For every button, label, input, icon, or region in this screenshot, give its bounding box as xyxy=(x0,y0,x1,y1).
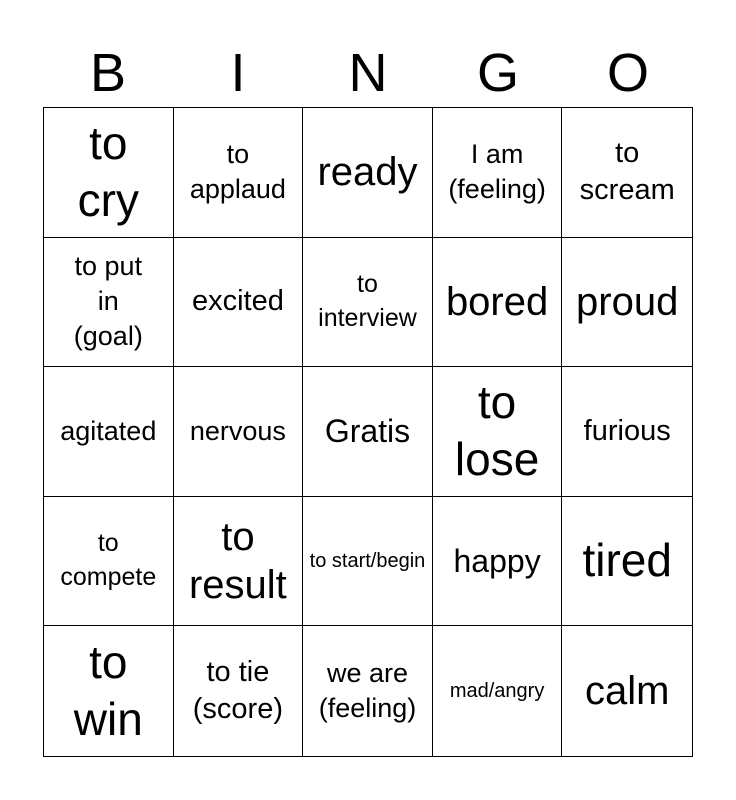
bingo-cell[interactable] xyxy=(433,367,563,497)
cell-text: happy xyxy=(453,542,541,579)
bingo-cell[interactable] xyxy=(44,497,174,627)
cell-text: to applaud xyxy=(189,139,286,205)
bingo-cell[interactable] xyxy=(44,238,174,368)
cell-text: to cry xyxy=(77,116,139,227)
header-letter-b: B xyxy=(89,43,127,103)
bingo-cell[interactable] xyxy=(562,367,692,497)
bingo-cell[interactable] xyxy=(562,626,692,756)
cell-text: furious xyxy=(583,414,671,447)
bingo-board xyxy=(43,107,693,757)
cell-text: to lose xyxy=(454,375,540,486)
cell-text: to scream xyxy=(579,136,675,207)
bingo-cell[interactable] xyxy=(174,108,304,238)
bingo-cell[interactable] xyxy=(303,367,433,497)
header-letter-o: O xyxy=(606,43,649,103)
bingo-cell[interactable] xyxy=(562,238,692,368)
header-letter-g: G xyxy=(476,43,519,103)
cell-text: we are (feeling) xyxy=(318,658,417,724)
cell-text: to tie (score) xyxy=(192,655,283,726)
bingo-cell[interactable] xyxy=(433,238,563,368)
header-letter-i: I xyxy=(230,43,246,103)
cell-text: I am (feeling) xyxy=(448,139,546,205)
cell-text: tired xyxy=(582,534,672,587)
cell-text: ready xyxy=(317,150,418,195)
cell-text: to interview xyxy=(318,270,417,332)
cell-text: excited xyxy=(191,285,284,318)
bingo-cell[interactable] xyxy=(433,108,563,238)
bingo-cell[interactable] xyxy=(562,497,692,627)
bingo-cell[interactable] xyxy=(303,626,433,756)
cell-text: agitated xyxy=(60,415,157,446)
cell-text: mad/angry xyxy=(449,680,545,703)
header-letter-n: N xyxy=(348,43,388,103)
bingo-cell[interactable] xyxy=(44,626,174,756)
cell-text: Gratis xyxy=(324,413,411,450)
cell-text: to put in (goal) xyxy=(73,251,143,352)
cell-text: to compete xyxy=(60,529,157,592)
bingo-cell[interactable] xyxy=(303,238,433,368)
cell-text: to start/begin xyxy=(309,550,426,573)
cell-text: calm xyxy=(584,669,670,714)
cell-text: bored xyxy=(445,279,549,324)
bingo-cell[interactable] xyxy=(174,367,304,497)
cell-text: proud xyxy=(576,279,679,324)
bingo-cell[interactable] xyxy=(174,497,304,627)
bingo-cell[interactable] xyxy=(174,626,304,756)
bingo-cell[interactable] xyxy=(174,238,304,368)
bingo-cell[interactable] xyxy=(44,367,174,497)
cell-text: to result xyxy=(188,515,287,608)
bingo-cell[interactable] xyxy=(433,497,563,627)
cell-text: to win xyxy=(73,635,143,746)
bingo-cell[interactable] xyxy=(44,108,174,238)
bingo-cell[interactable] xyxy=(433,626,563,756)
bingo-cell[interactable] xyxy=(303,108,433,238)
bingo-cell[interactable] xyxy=(303,497,433,627)
cell-text: nervous xyxy=(189,415,286,446)
bingo-header xyxy=(43,38,693,108)
bingo-cell[interactable] xyxy=(562,108,692,238)
